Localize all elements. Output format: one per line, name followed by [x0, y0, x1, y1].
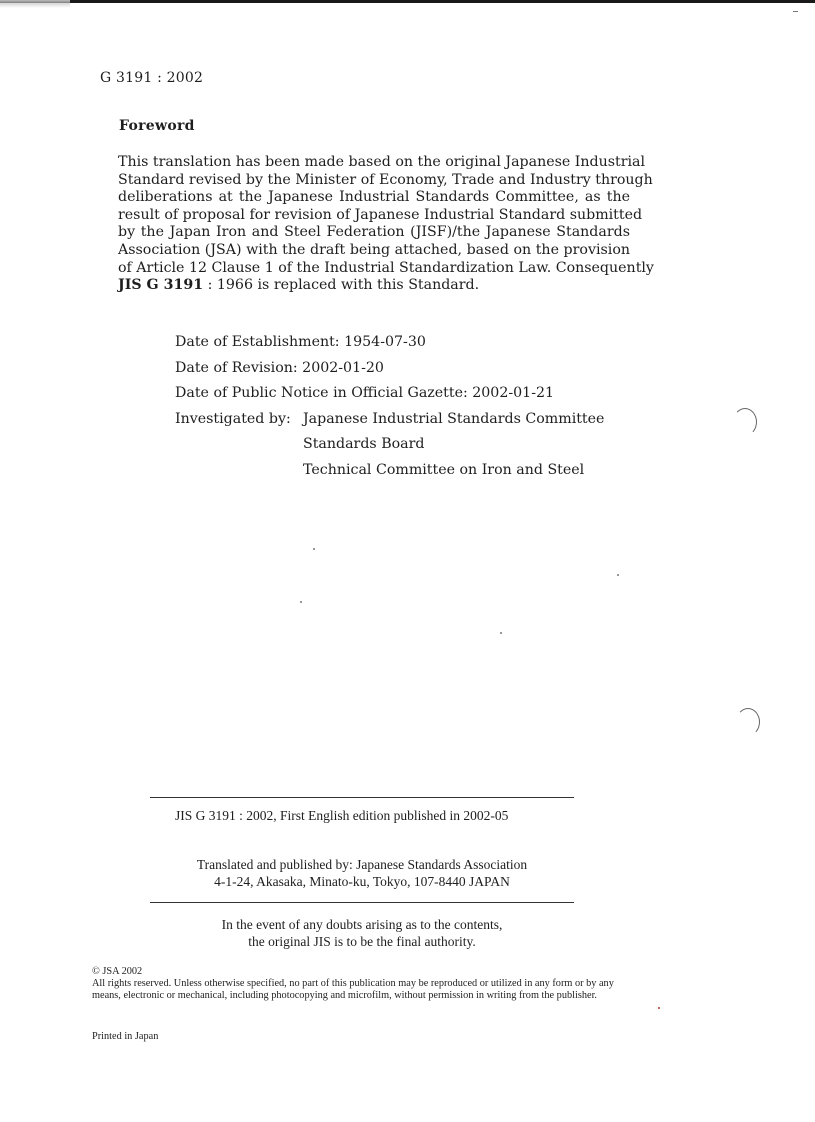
divider-bottom	[150, 902, 574, 903]
printed-in: Printed in Japan	[92, 1031, 159, 1042]
foreword-line: This translation has been made based on the original Japanese Industrial	[118, 154, 646, 170]
foreword-heading: Foreword	[119, 118, 195, 134]
foreword-last-line	[118, 277, 630, 295]
publisher-line: Translated and published by: Japanese Standards Association	[196, 857, 528, 872]
copyright-notice: © JSA 2002	[92, 966, 143, 977]
edition-note: JIS G 3191 : 2002, First English edition published in 2002-05	[175, 808, 509, 823]
scan-speck	[313, 548, 315, 550]
investigator-board: Standards Board	[303, 436, 425, 452]
authority-line-2: the original JIS is to be the final authority.	[248, 934, 476, 949]
copyright-block	[92, 966, 632, 1003]
scan-corner-shadow	[0, 0, 70, 8]
foreword-line: Association (JSA) with the draft being attached, based on the provision	[118, 241, 630, 258]
foreword-paragraph	[118, 154, 654, 295]
divider-top	[150, 797, 574, 798]
date-of-public-notice: Date of Public Notice in Official Gazette: 2002-01-21	[175, 385, 555, 401]
punch-hole-mark	[733, 408, 757, 436]
foreword-line: of Article 12 Clause 1 of the Industrial Standardization Law. Consequently	[118, 259, 654, 276]
publisher-address: 4-1-24, Akasaka, Minato-ku, Tokyo, 107-8440 JAPAN	[214, 874, 510, 889]
foreword-line: Standard revised by the Minister of Economy, Trade and Industry through	[118, 171, 653, 188]
scan-speck	[500, 632, 502, 634]
punch-hole-mark	[736, 708, 760, 736]
rights-notice: All rights reserved. Unless otherwise specified, no part of this publication may be reproduced or utilized in any form or by any means, electronic or mechanical, including photocopying and microfilm, without permission in writing from the publisher.	[92, 978, 614, 1002]
date-of-establishment: Date of Establishment: 1954-07-30	[175, 334, 426, 350]
foreword-line: by the Japan Iron and Steel Federation (JISF)/the Japanese Standards	[118, 224, 630, 241]
foreword-line: deliberations at the Japanese Industrial Standards Committee, as the	[118, 189, 630, 206]
investigator-technical-committee: Technical Committee on Iron and Steel	[303, 461, 585, 478]
scan-top-edge	[0, 0, 815, 3]
publisher-block	[150, 856, 574, 890]
foreword-line: result of proposal for revision of Japanese Industrial Standard submitted	[118, 206, 643, 223]
scan-speck	[658, 1007, 660, 1009]
investigators-list	[303, 407, 604, 484]
replaced-standard-code: JIS G 3191	[118, 277, 204, 294]
scan-speck	[617, 574, 619, 576]
investigated-by-row	[175, 407, 604, 484]
investigator-committee: Japanese Industrial Standards Committee	[303, 410, 605, 427]
document-code: G 3191 : 2002	[100, 70, 204, 86]
scan-speck	[300, 601, 302, 603]
authority-note	[150, 916, 574, 950]
dates-block	[175, 330, 604, 483]
investigated-by-label: Investigated by:	[175, 410, 291, 427]
scan-speck	[793, 11, 798, 12]
authority-line-1: In the event of any doubts arising as to the contents,	[221, 917, 503, 932]
replaced-standard-text: : 1966 is replaced with this Standard.	[203, 277, 480, 294]
date-of-revision: Date of Revision: 2002-01-20	[175, 359, 384, 376]
